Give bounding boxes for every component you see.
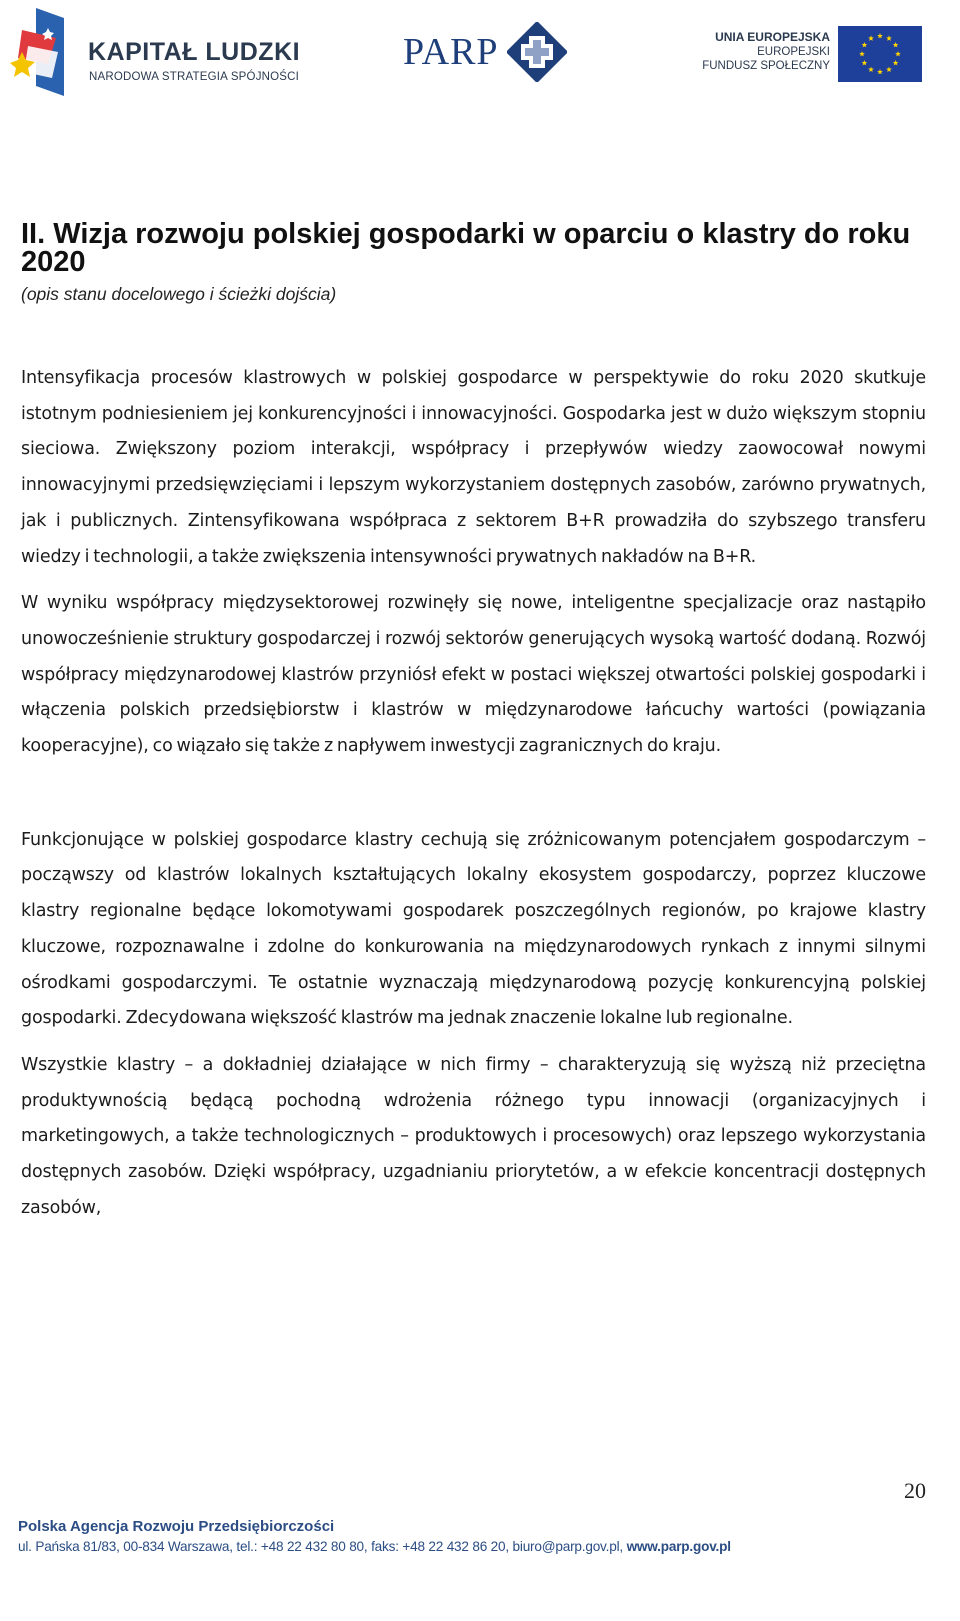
parp-logo (403, 18, 573, 88)
paragraph: Intensyfikacja procesów klastrowych w polskiej gospodarce w perspektywie do roku 2020 skutkuje istotnym podniesieniem jej konkurencyjności i innowacyjności. Gospodarka jest w dużo większym stopniu sieciowa. Zwiększony poziom interakcji, współpracy i przepływów wiedzy zaowocował nowymi innowacyjnymi przedsięwzięciami i lepszym wykorzystaniem dostępnych zasobów, zarówno prywatnych, jak i publicznych. Zintensyfikowana współpraca z sektorem B+R prowadziła do szybszego transferu wiedzy i technologii, a także zwiększenia intensywności prywatnych nakładów na B+R. (21, 368, 926, 567)
eu-flag-icon (838, 26, 922, 82)
eu-logo (700, 24, 930, 90)
eu-line-3: FUNDUSZ SPOŁECZNY (702, 60, 830, 72)
document-header (0, 0, 960, 110)
document-body (21, 220, 926, 1237)
section-subtitle: (opis stanu docelowego i ścieżki dojścia) (21, 284, 337, 304)
kapital-ludzki-logo (8, 8, 308, 100)
footer-website-link[interactable]: www.parp.gov.pl (626, 1539, 731, 1554)
paragraph: Wszystkie klastry – a dokładniej działające w nich firmy – charakteryzują się wyższą niż przeciętna produktywnością będącą pochodną wdrożenia różnego typu innowacji (organizacyjnych i marketingowych, a także technologicznych – produktowych i procesowych) oraz lepszego wykorzystania dostępnych zasobów. Dzięki współpracy, uzgadnianiu priorytetów, a w efekcie koncentracji dostępnych zasobów, (21, 1054, 926, 1218)
paragraph-list (21, 361, 926, 1226)
page-number: 20 (904, 1478, 926, 1503)
eu-line-2: EUROPEJSKI (757, 46, 830, 58)
section-title: II. Wizja rozwoju polskiej gospodarki w oparciu o klastry do roku 2020 (21, 218, 911, 278)
eu-line-1: UNIA EUROPEJSKA (715, 30, 830, 44)
document-footer (18, 1518, 938, 1554)
kapital-ludzki-title: KAPITAŁ LUDZKI (88, 38, 301, 66)
parp-emblem-icon (507, 22, 567, 82)
parp-wordmark: PARP (403, 31, 499, 73)
paragraph: Funkcjonujące w polskiej gospodarce klastry cechują się zróżnicowanym potencjałem gospodarczym – począwszy od klastrów lokalnych kształtujących lokalny ekosystem gospodarczy, poprzez kluczowe klastry regionalne będące lokomotywami gospodarek poszczególnych regionów, po krajowe klastry kluczowe, rozpoznawalne i zdolne do konkurowania na międzynarodowych rynkach z innymi silnymi ośrodkami gospodarczymi. Te ostatnie wyznaczają międzynarodową pozycję konkurencyjną polskiej gospodarki. Zdecydowana większość klastrów ma jednak znaczenie lokalne lub regionalne. (21, 829, 926, 1029)
kapital-ludzki-emblem-icon (8, 8, 78, 100)
footer-organization: Polska Agencja Rozwoju Przedsiębiorczości (18, 1518, 335, 1535)
footer-address: ul. Pańska 81/83, 00-834 Warszawa, tel.: +48 22 432 80 80, faks: +48 22 432 86 20, biuro@parp.gov.pl, (18, 1539, 623, 1554)
kapital-ludzki-subtitle: NARODOWA STRATEGIA SPÓJNOŚCI (89, 71, 300, 83)
footer-contact (18, 1539, 938, 1554)
paragraph: W wyniku współpracy międzysektorowej rozwinęły się nowe, inteligentne specjalizacje oraz nastąpiło unowocześnienie struktury gospodarczej i rozwój sektorów generujących wysoką wartość dodaną. Rozwój współpracy międzynarodowej klastrów przyniósł efekt w postaci większej otwartości polskiej gospodarki i włączenia polskich przedsiębiorstw i klastrów w międzynarodowe łańcuchy wartości (powiązania kooperacyjne), co wiązało się także z napływem inwestycji zagranicznych do kraju. (21, 593, 926, 757)
